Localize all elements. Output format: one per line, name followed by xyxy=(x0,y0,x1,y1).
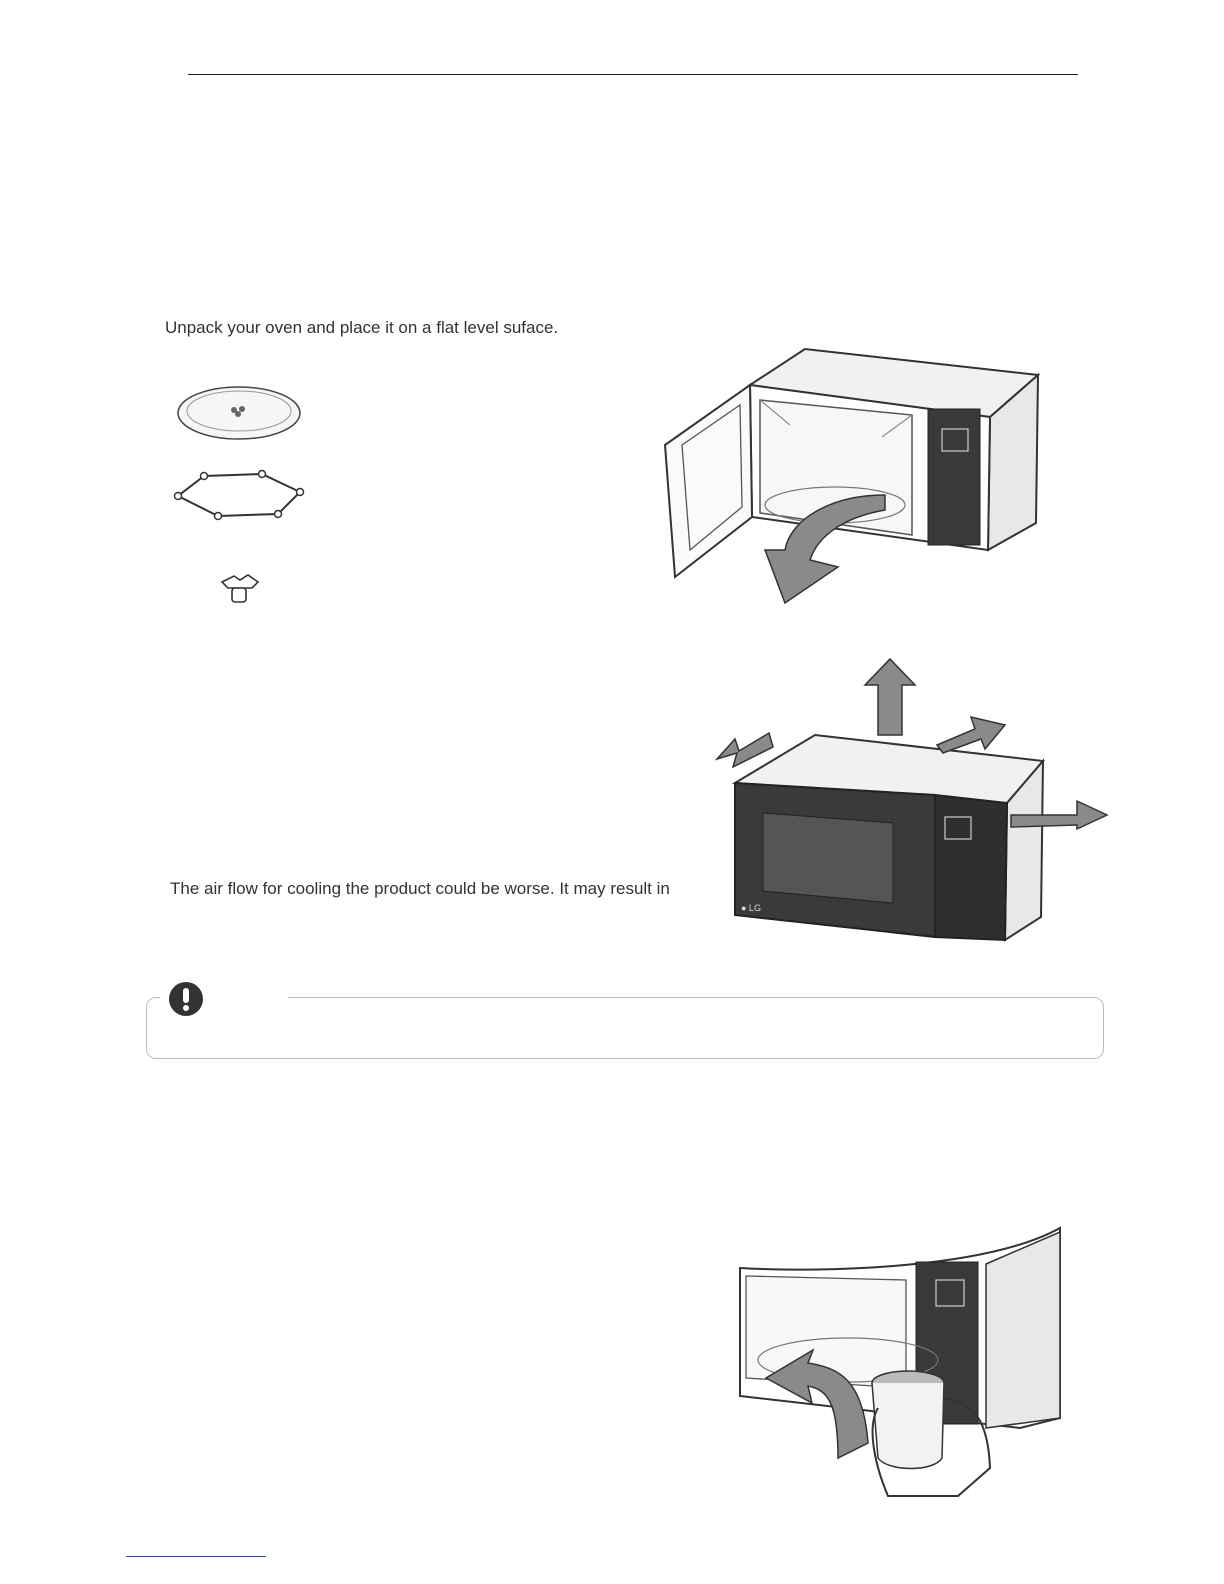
header-rule xyxy=(188,74,1078,75)
airflow-warning-text: The air flow for cooling the product could be worse. It may result in xyxy=(170,879,670,898)
microwave-clearance-illustration xyxy=(715,655,1110,945)
note-box xyxy=(146,997,1104,1059)
svg-text:● LG: ● LG xyxy=(741,903,761,913)
microwave-door-open-illustration xyxy=(660,345,1045,610)
exclamation-note-icon xyxy=(168,981,204,1017)
intro-text: Unpack your oven and place it on a flat level suface. xyxy=(165,318,559,337)
roller-ring-icon xyxy=(174,470,304,522)
coupler-icon xyxy=(218,572,262,608)
glass-tray-icon xyxy=(176,385,304,443)
footer-link-underline xyxy=(126,1556,266,1557)
microwave-water-cup-illustration xyxy=(738,1228,1063,1500)
